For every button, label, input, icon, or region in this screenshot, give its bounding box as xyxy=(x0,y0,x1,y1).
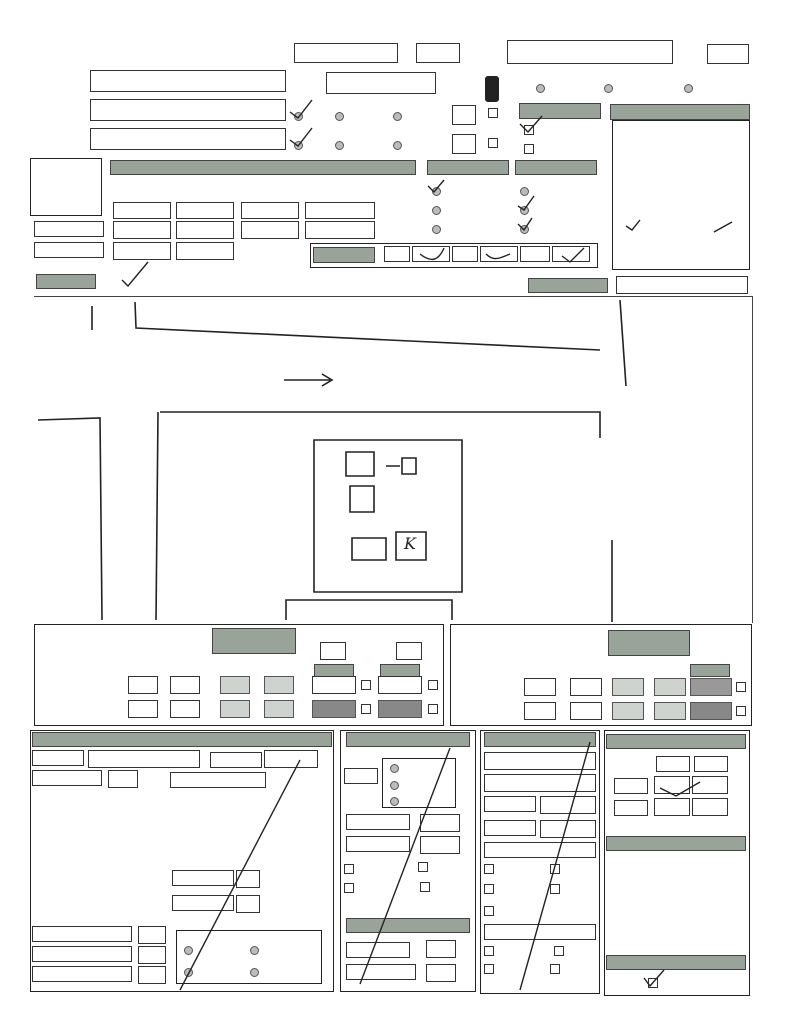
sketch-k-mark: K xyxy=(404,534,416,553)
